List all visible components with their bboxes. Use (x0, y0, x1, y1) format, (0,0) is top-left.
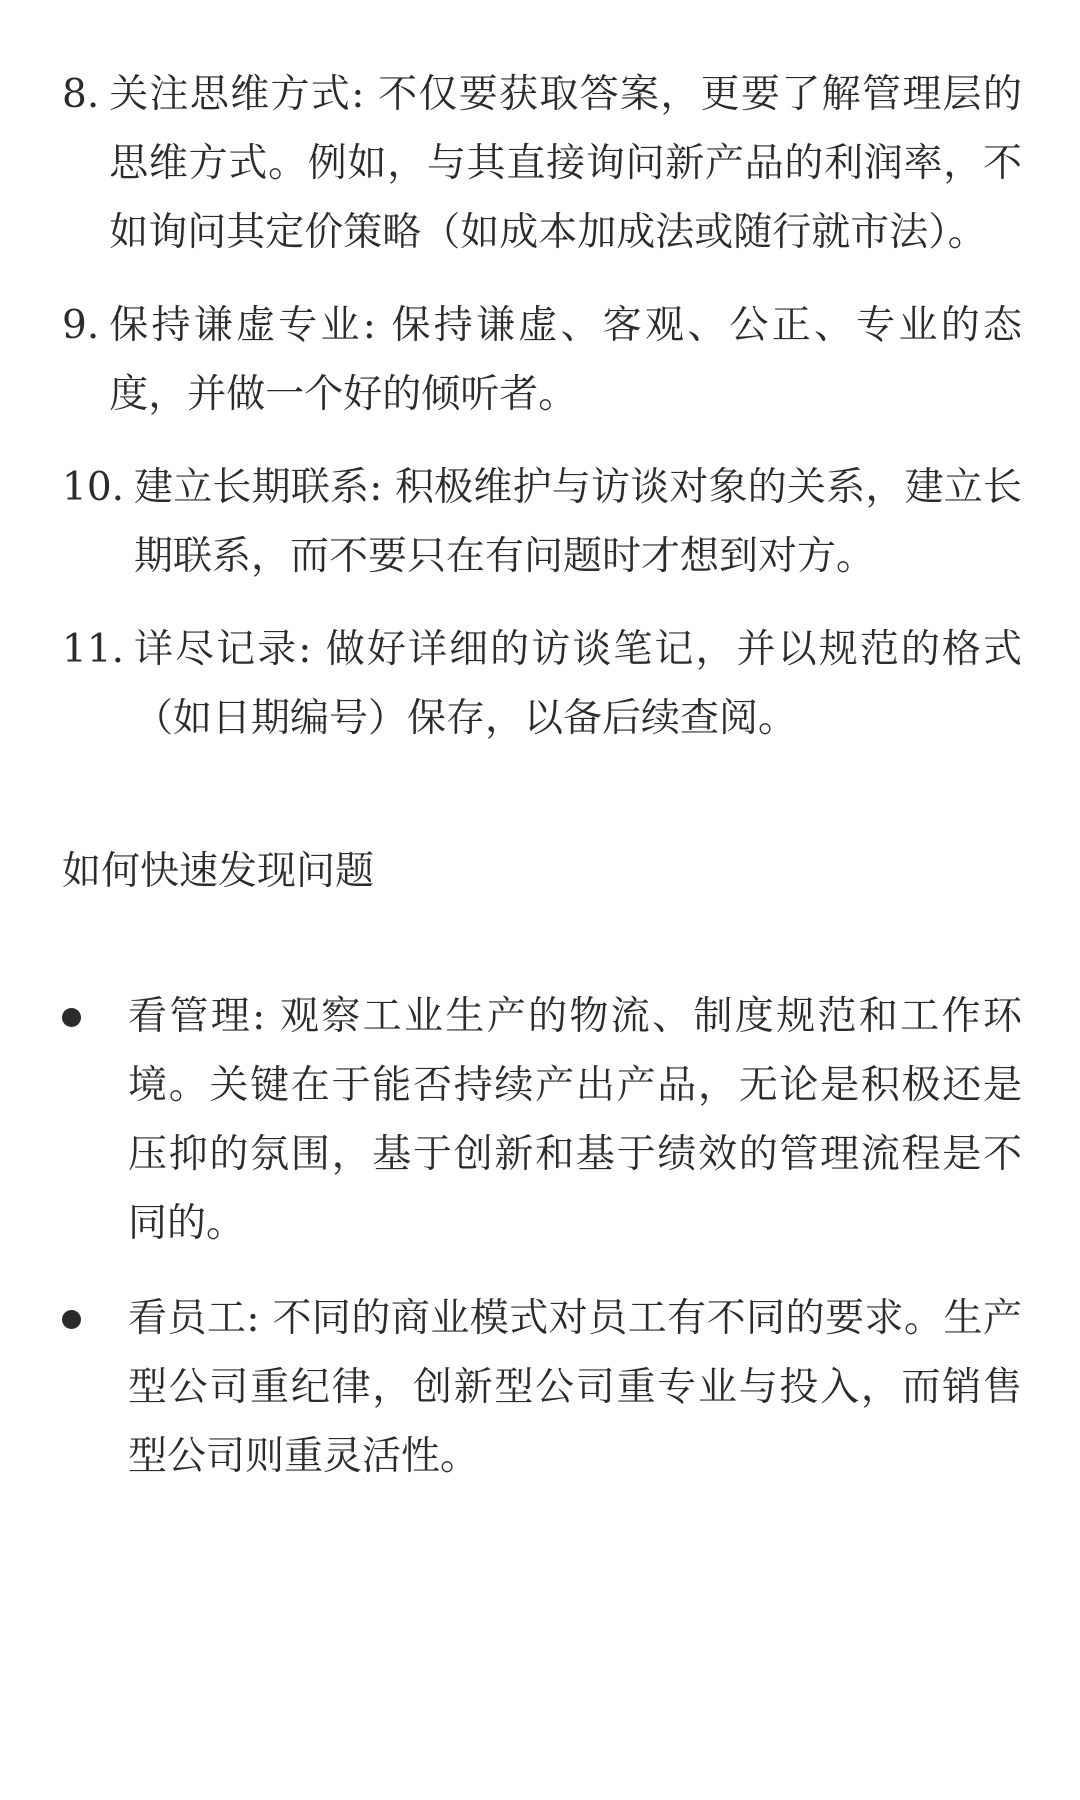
item-title: 建立长期联系 (134, 465, 370, 510)
bullet-dot-icon (62, 1310, 81, 1329)
bullet-text: 不同的商业模式对员工有不同的要求。生产型公司重纪律，创新型公司重专业与投入，而销售型公司则重灵活性。 (128, 1296, 1022, 1479)
numbered-item-10 (62, 453, 1022, 591)
item-content (134, 615, 1022, 753)
item-text: 积极维护与访谈对象的关系，建立长期联系，而不要只在有问题时才想到对方。 (134, 465, 1022, 579)
item-number: 8. (62, 72, 100, 117)
article-body (62, 60, 1022, 1517)
numbered-item-11 (62, 615, 1022, 753)
item-separator: : (369, 465, 395, 510)
bullet-title: 看员工 (128, 1296, 247, 1341)
numbered-item-8 (62, 60, 1022, 267)
bullet-text: 观察工业生产的物流、制度规范和工作环境。关键在于能否持续产出产品，无论是积极还是压抑的氛围，基于创新和基于绩效的管理流程是不同的。 (128, 994, 1022, 1246)
item-separator: : (351, 72, 379, 117)
item-content (134, 453, 1022, 591)
item-text: 不仅要获取答案，更要了解管理层的思维方式。例如，与其直接询问新产品的利润率，不如询问其定价策略（如成本加成法或随行就市法）。 (109, 72, 1022, 255)
numbered-item-9 (62, 291, 1022, 429)
bullet-dot-icon (62, 1008, 81, 1027)
item-separator: : (362, 303, 392, 348)
section-heading: 如何快速发现问题 (62, 849, 375, 894)
item-content (109, 291, 1022, 429)
item-content (109, 60, 1022, 267)
item-number: 11. (62, 627, 125, 672)
item-title: 关注思维方式 (109, 72, 352, 117)
bullet-title: 看管理 (128, 994, 253, 1039)
bullet-item-employees (62, 1284, 1022, 1491)
item-title: 保持谦虚专业 (109, 303, 363, 348)
item-text: 保持谦虚、客观、公正、专业的态度，并做一个好的倾听者。 (109, 303, 1022, 417)
bullet-content (128, 1284, 1022, 1491)
bullet-item-management (62, 982, 1022, 1258)
item-number: 9. (62, 303, 100, 348)
item-text: 做好详细的访谈笔记，并以规范的格式（如日期编号）保存，以备后续查阅。 (134, 627, 1022, 741)
item-separator: : (298, 627, 326, 672)
bullet-content (128, 982, 1022, 1258)
item-number: 10. (62, 465, 125, 510)
item-title: 详尽记录 (134, 627, 299, 672)
bullet-separator: : (246, 1296, 273, 1341)
bullet-separator: : (252, 994, 280, 1039)
